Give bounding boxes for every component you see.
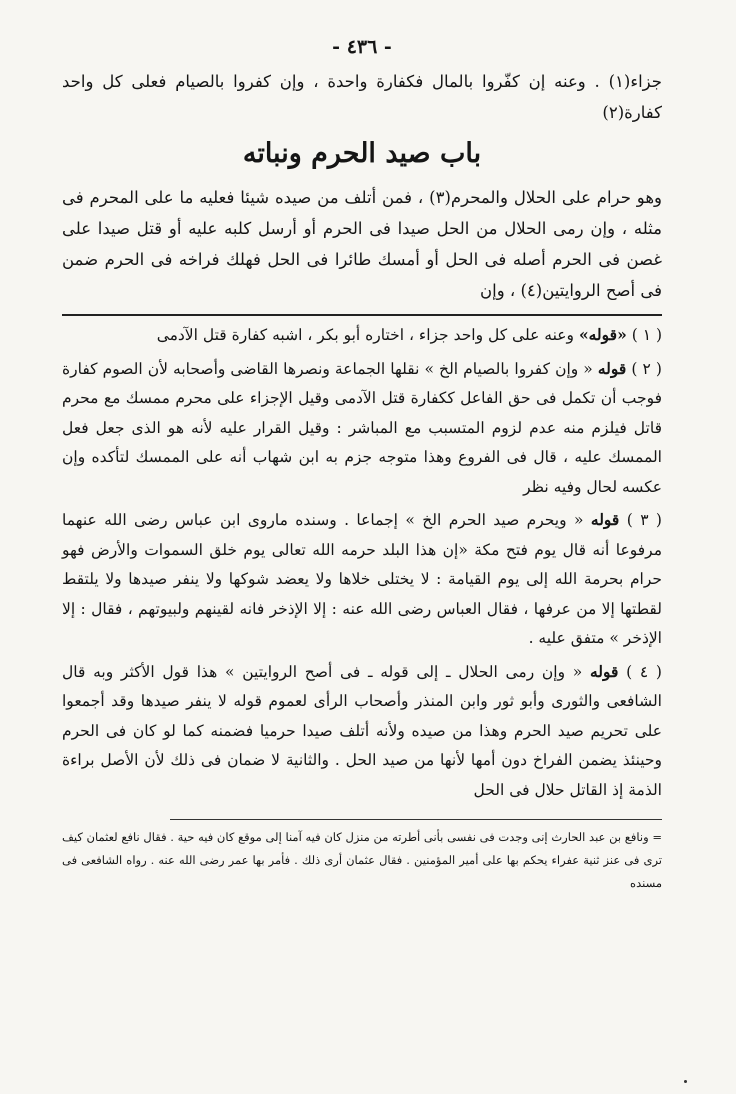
top-paragraph: جزاء(١) . وعنه إن كفّروا بالمال فكفارة واحدة ، وإن كفروا بالصيام فعلى كل واحد كفارة(٢) [62, 72, 662, 122]
note-4 [62, 657, 662, 806]
note-2 [62, 354, 662, 503]
note-keyword: قوله [590, 510, 620, 529]
commentary-divider [62, 314, 662, 316]
note-text: « وإن كفروا بالصيام الخ » نقلها الجماعة ونصرها القاضى وأصحابه لأن الصوم كفارة فوجب أن تكمل فى حق الفاعل ككفارة قتل الآدمى وقيل الإجزاء على محرم ممسك مع محرم قاتل فيلزم منه عدم لزوم المتسبب مع المباشر : وقيل القرار عليه لأنه هو الذى جعل فعل الممسك عليه ، قال فى الفروع وهذا متوجه جزم به ابن شهاب أنه على الممسك لتأكده وإن عكسه لحال وفيه نظر [62, 359, 662, 496]
note-marker: ( ٤ ) [626, 662, 662, 681]
note-text: « ويحرم صيد الحرم الخ » إجماعا . وسنده ماروى ابن عباس رضى الله عنهما مرفوعا أنه قال يوم فتح مكة «إن هذا البلد حرمه الله تعالى يوم خلق السموات والأرض فهو حرام بحرمة الله إلى يوم القيامة : لا يختلى خلاها ولا يعضد شوكها ولا ينفر صيدها ولا يلتقط لقطتها إلا من عرفها ، فقال العباس رضى الله عنه : إلا الإذخر فانه لقينهم ولبيوتهم ، فقال : إلا الإذخر » متفق عليه . [62, 511, 662, 647]
page-number: - ٤٣٦ - [332, 36, 392, 58]
footnote: = ونافع بن عبد الحارث إنى وجدت فى نفسى بأنى أطرته من منزل كان فيه آمنا إلى موقع كان فيه حية . فقال نافع لعثمان كيف ترى فى عنز ثنية عفراء يحكم بها على أمير المؤمنين . فقال عثمان أرى ذلك . فأمر بها عمر رضى الله عنه . رواه الشافعى فى مسنده [62, 830, 662, 890]
ink-speck [684, 1080, 687, 1083]
chapter-title: باب صيد الحرم ونباته [242, 138, 482, 169]
book-page [62, 34, 662, 1064]
footnote-divider [170, 819, 662, 820]
note-text: وعنه على كل واحد جزاء ، اختاره أبو بكر ، اشبه كفارة قتل الآدمى [156, 326, 574, 344]
note-text: « وإن رمى الحلال ـ إلى قوله ـ فى أصح الروايتين » هذا قول الأكثر وبه قال الشافعى والثورى وأبو ثور وابن المنذر وأصحاب الرأى لعموم قوله لا ينفر صيدها وقد أجمعوا على تحريم صيد الحرم وهذا من صيده ولأنه أتلف صيدا حرميا فضمنه كما لو كان فى الحرم وحينئذ يضمن الفراخ دون أمها لأنها من صيد الحل . والثانية لا ضمان فى ذلك لأن الأصل براءة الذمة إذ القاتل حلال فى الحل [62, 662, 662, 799]
note-keyword: قوله [589, 661, 619, 681]
main-paragraph: وهو حرام على الحلال والمحرم(٣) ، فمن أتلف من صيده شيئا فعليه ما على المحرم فى مثله ، وإن رمى الحلال من الحل صيدا فى الحرم أو أرسل كلبه عليه أو قتل صيدا على غصن فى الحرم أصله فى الحل أو أمسك طائرا فى الحل فهلك فراخه فى الحرم ضمن فى أصح الروايتين(٤) ، وإن [62, 188, 662, 300]
note-1 [62, 320, 662, 351]
note-keyword: قوله [597, 358, 627, 378]
note-marker: ( ٣ ) [626, 511, 662, 529]
note-marker: ( ٢ ) [631, 359, 662, 378]
note-marker: ( ١ ) [631, 326, 662, 344]
commentary-section [62, 320, 662, 805]
note-keyword: «قوله» [578, 325, 627, 344]
note-3 [62, 505, 662, 654]
